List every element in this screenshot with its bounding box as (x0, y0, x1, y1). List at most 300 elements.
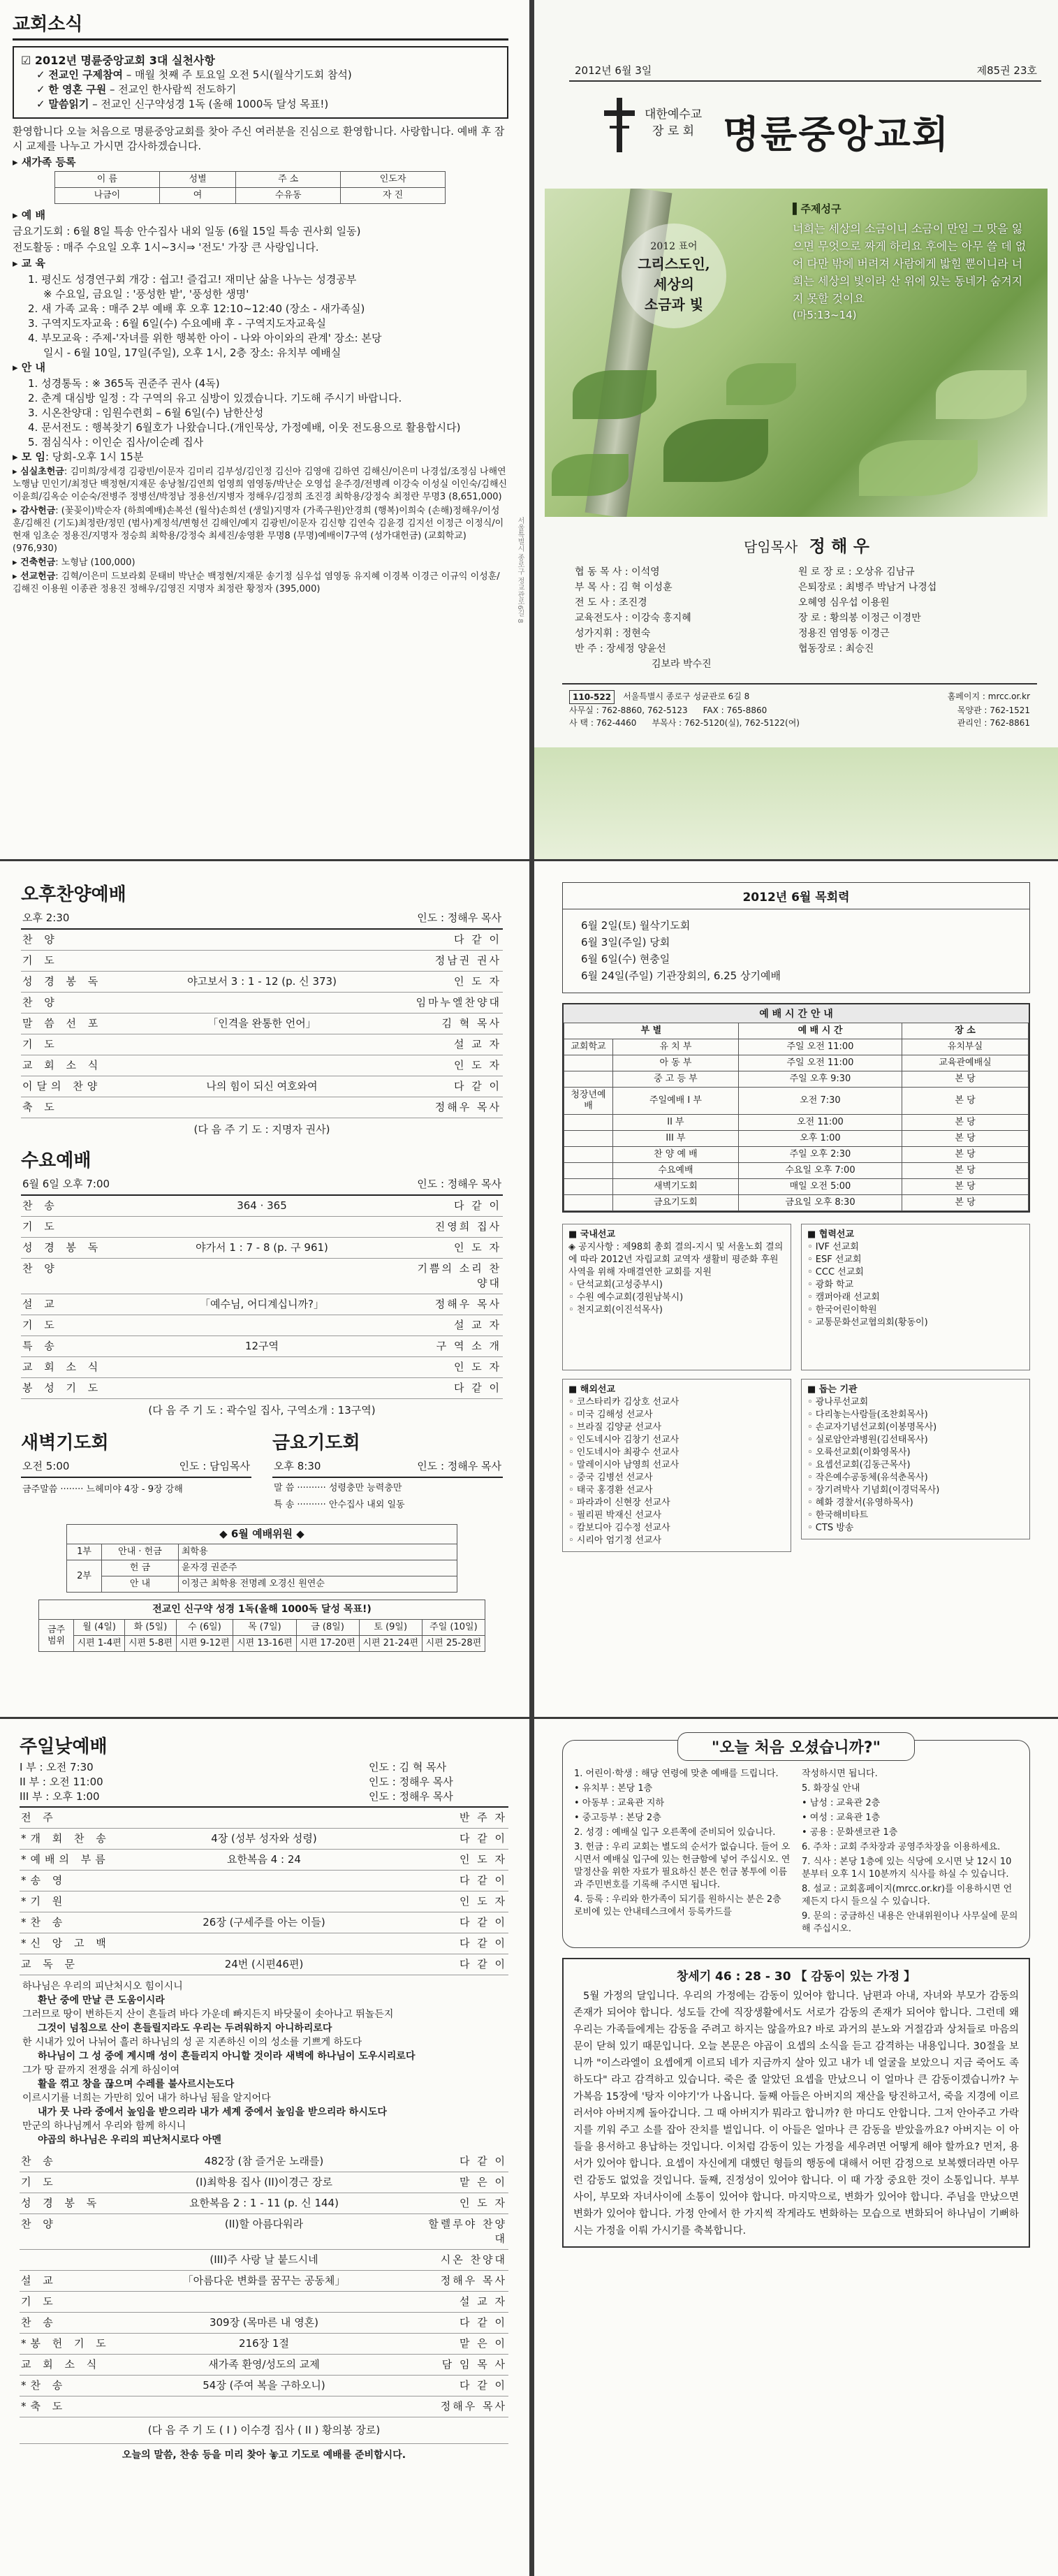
meet-label: 모 임 (21, 451, 45, 463)
table-row (20, 2271, 508, 2292)
order-person: 맡 은 이 (459, 2337, 507, 2350)
order-value: (II)할 아름다워라 (224, 2218, 304, 2230)
table-row (21, 1055, 503, 1076)
worship-label: 예 배 (21, 209, 45, 221)
staff-item: 반 주 : 장세정 양윤선 (575, 643, 666, 654)
staff-item: 교육전도사 : 이강숙 홍지혜 (575, 613, 691, 624)
table-row (20, 2334, 508, 2355)
section-title: 금요기도회 (272, 1433, 360, 1454)
theme-icon: ▌ (793, 203, 801, 215)
table-cell: 윤자경 권준주 (179, 1560, 457, 1576)
order-label: *봉 헌 기 도 (21, 2337, 110, 2350)
offering-label: 심실초헌금 (20, 467, 64, 477)
address: 서울특별시 종로구 성균관로 6길 8 (623, 691, 750, 701)
service-leader: 인도 : 정해우 목사 (417, 1178, 501, 1190)
table-row (564, 1115, 1029, 1131)
order-label: 축 도 (22, 1101, 59, 1113)
reading-range: 시편 13-16편 (233, 1636, 296, 1652)
reading-range: 시편 25-28편 (422, 1636, 485, 1652)
table-cell: 오전 7:30 (738, 1088, 902, 1115)
reading-day: 목 (7일) (233, 1620, 296, 1636)
order-label: 교 회 소 식 (21, 2358, 101, 2371)
table-row (20, 1912, 508, 1933)
reading-box (38, 1600, 485, 1652)
pastor-label: 담임목사 (744, 539, 798, 555)
reading-range: 시편 9-12편 (176, 1636, 233, 1652)
section-title: 주일낮예배 (20, 1736, 108, 1757)
order-person: 다 같 이 (459, 2155, 507, 2167)
calendar-box (562, 882, 1030, 993)
table-row (21, 972, 503, 993)
table-cell: 여 (159, 188, 236, 204)
table-cell: 금요기도회 (613, 1195, 739, 1211)
order-value: 482장 (참 즐거운 노래를) (204, 2155, 324, 2167)
practice-title: 2012년 명륜중앙교회 3대 실천사항 (34, 54, 215, 67)
staff-item: 성가지휘 : 정현숙 (575, 628, 651, 639)
next-prayer: (다 음 주 기 도 ( I ) 이수경 집사 ( II ) 황의봉 장로) (147, 2424, 381, 2436)
order-value: 「인격을 완통한 언어」 (207, 1017, 316, 1030)
duty-table (66, 1544, 457, 1593)
zip-code: 110-522 (569, 690, 615, 704)
reading-line: 이르시기를 너희는 가만히 있어 내가 하나님 됨을 알지어다 (22, 2093, 271, 2104)
table-cell: 1부 (67, 1544, 102, 1560)
table-row (20, 2355, 508, 2376)
table-cell (564, 1055, 613, 1071)
table-row (20, 1933, 508, 1954)
table-cell: 본 당 (902, 1131, 1029, 1147)
reading-day: 주일 (10일) (422, 1620, 485, 1636)
order-person: 김 혁 목사 (441, 1017, 501, 1030)
list-item: 작성하시면 됩니다. (802, 1769, 878, 1779)
table-row (20, 1954, 508, 1975)
table-cell (564, 1071, 613, 1088)
order-person: 정해우 목사 (434, 1298, 501, 1310)
section-title: 수요예배 (21, 1150, 91, 1171)
list-item: ◦ 광나루선교회 (807, 1397, 869, 1407)
reading-day: 월 (4일) (74, 1620, 125, 1636)
reading-line: 만군의 하나님께서 우리와 함께 하시니 (22, 2121, 186, 2132)
reading-line: 그가 땅 끝까지 전쟁을 쉬게 하심이여 (22, 2065, 180, 2076)
reading-line: 활을 꺾고 창을 끊으며 수레를 불사르시는도다 (38, 2079, 235, 2090)
order-person: 다 같 이 (459, 1874, 507, 1887)
table-row (20, 2172, 508, 2193)
calendar-title: 2012년 6월 목회력 (563, 883, 1029, 909)
table-header: 인도자 (341, 172, 446, 188)
order-label: 성 경 봉 독 (21, 2197, 101, 2209)
table-cell: 유치부실 (902, 1039, 1029, 1055)
theme-label: 주제성구 (800, 203, 842, 215)
order-person: 다 같 이 (459, 2379, 507, 2392)
sermon-title: 창세기 46 : 28 - 30 【 감동이 있는 가정 】 (676, 1970, 916, 1984)
table-cell: 교회학교 (564, 1039, 613, 1055)
sermon-text: 5월 가정의 달입니다. 우리의 가정에는 감동이 있어야 합니다. 남편과 아내, 자녀와 부모가 감동의 존재가 되어야 합니다. 성도들 간에 직장생활에서도 서로가 감동의 존재가 되어야 합니다. 그런데 왜 우리는 가족들에게는 감동을 주려고 하지는 않을까요? 바로 과거의 분노와 거절감과 상처들로 마음의 문이 닫혀 있기 때문입니다. 오늘 본문은 야곱이 요셉의 소식을 듣고 감격하는 내용입니다. 30절을 보니까 "이스라엘이 요셉에게 이르되 네가 지금까지 살아 있고 내가 네 얼굴을 보았으니 지금 죽어도 족하도다" 라고 감격하고 있습니다. 죽은 줄 알았던 요셉을 만났으니 이 얼마나 큰 감동이겠습니까? 누가복음 15장에 '탕자 이야기'가 나옵니다. 둘째 아들은 아버지의 재산을 탕진하고서, 죽을 지경에 이르러서야 아버지께 돌아갑니다. 그 때 아버지가 뭐라고 합니까? 한 마디도 안합니다. 그저 안아주고 가락지를 끼워 주고 소를 잡아 잔치를 벌입니다. 이 아들은 얼마나 큰 감동을 받았을까요? 아버지는 이 아들을 용서하고 용납하는 것입니다. 이처럼 감동이 있는 가정을 세우려면 어떻게 해야 할까요? 먼저, 용서가 있어야 합니다. 요셉이 자신에게 대했던 형들의 행동에 대해서 어떤 감정으로 보복했더라면 아무런 감동도 없었을 것입니다. 둘째, 진정성이 있어야 합니다. 이 때 가장 중요한 것이 소통입니다. 부부사이, 부모와 자녀사이에 소통이 있어야 합니다. 마지막으로, 변화가 있어야 합니다. 주님을 만났으면 변화가 있어야 합니다. 가정 안에서 한 가지씩 작게라도 변화하는 모습으로 변화되어 하나님이 기뻐하시는 가정을 이뤄 가시기를 축복합니다. (573, 1991, 1019, 2237)
order-person: 다 같 이 (459, 1832, 507, 1845)
order-label: 이달의 찬양 (22, 1080, 102, 1092)
table-cell: 수요일 오후 7:00 (738, 1163, 902, 1179)
foreign-box (562, 1379, 791, 1552)
list-item: 4. 등록 : 우리와 한가족이 되기를 원하시는 분은 2층 로비에 있는 안내테스크에서 등록카드를 (574, 1894, 781, 1917)
order-label: 말 씀 ·········· (274, 1483, 326, 1493)
table-cell (564, 1195, 613, 1211)
year-label: 2012 표어 (650, 241, 698, 252)
aid-title: ■ 돕는 기관 (807, 1384, 858, 1395)
reading-line: 내가 뭇 나라 중에서 높임을 받으리라 내가 세계 중에서 높임을 받으리라 하시도다 (38, 2107, 387, 2118)
schedule-box (562, 1003, 1030, 1213)
issue-date: 2012년 6월 3일 (575, 64, 652, 77)
table-cell: 찬 양 예 배 (613, 1147, 739, 1163)
list-item: ◦ 브라질 김양균 선교사 (568, 1422, 662, 1433)
order-label: 성 경 봉 독 (22, 1241, 103, 1254)
list-item: 1. 어린이·학생 : 해당 연령에 맞춘 예배를 드립니다. (574, 1769, 779, 1779)
table-row (20, 1808, 508, 1829)
schedule-title: 예 배 시 간 안 내 (564, 1004, 1029, 1023)
order-label: 찬 양 (22, 1262, 59, 1275)
table-cell: 주일 오후 2:30 (738, 1147, 902, 1163)
order-person: 다 같 이 (459, 1916, 507, 1929)
table-row (20, 2214, 508, 2250)
staff-item: 은퇴장로 : 최병주 박남거 나경섭 (798, 582, 937, 593)
order-value: 「예수님, 어디계십니까?」 (200, 1298, 324, 1310)
list-item: ◦ 수원 예수교회(경원남북시) (568, 1292, 684, 1303)
table-cell: 안내 · 헌금 (102, 1544, 179, 1560)
table-row (564, 1131, 1029, 1147)
offering-text: : 김미희/장세경 김광빈/이문자 김미리 김부성/김인정 김신아 김영애 김하연 김해신/이은미 나경섭/조정심 나해연 노행남 민인기/최정단 백정현/지재문 송낭철/김연희 엄영희 염영동/박난순 오영섭 윤주경/전병례 이강숙 이성실 이인숙/김해신 이윤희/김옥순 이순숙/전병주 정병선/박정남 정용선/지병자 정해우/김정희 조진경 최학용/강정숙 최정란 무명3 (8,651,000) (13, 467, 508, 502)
order-person: 설 교 자 (453, 1038, 501, 1051)
order-label: *예배의 부름 (21, 1853, 110, 1866)
order-label: 찬 송 (22, 1199, 59, 1212)
table-row (20, 2193, 508, 2214)
order-list (20, 1808, 508, 1975)
service-leader: 인도 : 정해우 목사 (417, 1460, 501, 1472)
table-row (20, 1891, 508, 1912)
visitor-title: "오늘 처음 오셨습니까?" (677, 1732, 915, 1761)
table-row (21, 1076, 503, 1097)
contact-box (562, 683, 1037, 739)
service-time: III 부 : 오후 1:00 (20, 1790, 100, 1803)
service-leader: 인도 : 정해우 목사 (369, 1790, 453, 1803)
table-cell: 오후 1:00 (738, 1131, 902, 1147)
table-cell: II 부 (613, 1115, 739, 1131)
table-cell: 금요일 오후 8:30 (738, 1195, 902, 1211)
table-cell: 본 당 (902, 1088, 1029, 1115)
table-cell: 새벽기도회 (613, 1179, 739, 1195)
table-row (564, 1055, 1029, 1071)
order-person: 인 도 자 (453, 1241, 501, 1254)
list-item: • 중고등부 : 본당 2층 (574, 1813, 661, 1823)
list-item: ◦ 작은예수공동체(유석춘목사) (807, 1472, 928, 1483)
table-cell: 수유동 (236, 188, 341, 204)
table-row (21, 1217, 503, 1238)
list-item: ◦ 장기려박사 기념회(이경덕목사) (807, 1485, 940, 1495)
table-row (21, 1357, 503, 1378)
order-person: 인 도 자 (459, 2197, 507, 2209)
coop-box (801, 1224, 1030, 1370)
order-value: 안수집사 내외 일동 (328, 1500, 405, 1510)
service-time: 오전 5:00 (22, 1460, 70, 1472)
list-item: 1. 평신도 성경연구회 개강 : 쉽고! 즐겁고! 재미난 삶을 나누는 성경공부 (28, 273, 357, 286)
table-cell (564, 1179, 613, 1195)
list-item: ◦ 광화 학교 (807, 1280, 854, 1290)
table-cell: 매일 오전 5:00 (738, 1179, 902, 1195)
order-label: 찬 양 (22, 996, 59, 1009)
aid-box (801, 1379, 1030, 1539)
next-prayer: (다 음 주 기 도 : 곽수일 집사, 구역소개 : 13구역) (148, 1404, 376, 1417)
schedule-table (564, 1023, 1029, 1211)
theme-verse: 너희는 세상의 소금이니 소금이 만일 그 맛을 잃으면 무엇으로 짜게 하리요 후에는 아무 쓸 데 없어 다만 밖에 버려져 사람에게 밟힐 뿐이니라 너희는 세상의 빛이라 산 위에 있는 동네가 숨겨지지 못할 것이요 (793, 222, 1027, 305)
order-person: 기쁨의 소리 찬양대 (417, 1262, 501, 1289)
order-label: 성 경 봉 독 (22, 975, 103, 988)
guide-label: 안 내 (21, 361, 45, 374)
table-row (21, 1196, 503, 1217)
list-item: • 공용 : 문화센코관 1층 (802, 1827, 898, 1838)
table-header: 주 소 (236, 172, 341, 188)
practice-label: 말씀읽기 (48, 98, 89, 110)
list-item: ◦ 필리핀 박재신 선교사 (568, 1510, 662, 1521)
list-item: 2. 춘계 대심방 일정 : 각 구역의 유고 심방이 있겠습니다. 기도해 주시기 바랍니다. (28, 392, 402, 404)
calendar-page (534, 861, 1058, 1717)
order-person: 시온 찬양대 (440, 2253, 507, 2266)
table-cell: 본 당 (902, 1195, 1029, 1211)
staff-item: 오혜영 심우섭 이용원 (798, 597, 890, 608)
table-cell: 청장년예배 (564, 1088, 613, 1115)
reading-range: 시편 21-24편 (359, 1636, 422, 1652)
practice-box (13, 46, 508, 119)
reading-range: 시편 17-20편 (296, 1636, 359, 1652)
order-value: (I)최학용 집사 (II)이경근 장로 (196, 2176, 332, 2188)
table-cell: 본 당 (902, 1071, 1029, 1088)
table-row (21, 1259, 503, 1294)
list-item: • 유치부 : 본당 1층 (574, 1783, 653, 1794)
mission-label: 선교헌금 (20, 571, 56, 582)
check-icon: ✓ (36, 83, 49, 96)
sermon-box (562, 1958, 1030, 2248)
list-item: ◦ IVF 선교회 (807, 1242, 859, 1252)
order-person: 구 역 소 개 (436, 1340, 501, 1352)
order-value: 54장 (주여 복을 구하오니) (203, 2379, 325, 2392)
service-leader: 인도 : 김 혁 목사 (369, 1761, 447, 1773)
list-item: 4. 문서전도 : 행복찾기 6월호가 나왔습니다.(개인묵상, 가정예배, 이웃 전도용으로 활용합시다) (28, 421, 461, 434)
practice-text: – 전교인 신구약성경 1독 (올해 1000독 달성 목표!) (89, 98, 329, 110)
next-prayer: (다 음 주 기 도 : 지명자 권사) (193, 1123, 330, 1136)
thanks-label: 감사헌금 (20, 506, 56, 516)
section-title: 오후찬양예배 (21, 884, 126, 905)
table-header: 예 배 시 간 (738, 1023, 902, 1039)
issue-number: 제85권 23호 (976, 64, 1037, 77)
list-item: ◦ 미국 김해성 선교사 (568, 1410, 653, 1420)
table-cell: 본 당 (902, 1163, 1029, 1179)
table-cell (564, 1115, 613, 1131)
table-row (564, 1195, 1029, 1211)
list-item: ◦ 코스타리카 김상호 선교사 (568, 1397, 679, 1407)
list-item: ◦ 천지교회(이진석목사) (568, 1305, 663, 1315)
list-item: • 아동부 : 교육관 지하 (574, 1798, 665, 1808)
reading-line: 하나님이 그 성 중에 계시매 성이 흔들리지 아니할 것이라 새벽에 하나님이 도우시리로다 (38, 2051, 416, 2062)
list-item: ◦ ESF 선교회 (807, 1254, 862, 1265)
practice-label: 한 영혼 구원 (48, 83, 107, 96)
staff-item: 장 로 : 황의봉 이정근 이경만 (798, 613, 921, 624)
table-cell: 아 동 부 (613, 1055, 739, 1071)
staff-item: 협 동 목 사 : 이석영 (575, 566, 660, 578)
order-value: 4장 (성부 성자와 성령) (211, 1832, 317, 1845)
list-item: • 여성 : 교육관 1층 (802, 1813, 881, 1823)
reading-label: 금주 범위 (39, 1620, 74, 1652)
news-title: 교회소식 (13, 14, 83, 35)
reading-range: 시편 5-8편 (125, 1636, 176, 1652)
order-person: 정해우 목사 (434, 1101, 501, 1113)
reading-title: 전교인 신구약 성경 1독(올해 1000독 달성 목표!) (38, 1600, 485, 1619)
list-item: ◦ 캠퍼아래 선교회 (807, 1292, 880, 1303)
service-leader: 인도 : 정해우 목사 (369, 1776, 453, 1788)
dawn-text: 금주말씀 ········ 느헤미야 4장 - 9장 강해 (22, 1484, 183, 1495)
reading-line: 야곱의 하나님은 우리의 피난처시로다 아멘 (38, 2135, 221, 2146)
table-row (21, 930, 503, 951)
order-person: 다 같 이 (459, 1958, 507, 1970)
list-item: 일시 - 6월 10일, 17일(주일), 오후 1시, 2층 장소: 유치부 예배실 (43, 346, 341, 359)
list-item: ◦ 태국 홍경환 선교사 (568, 1485, 653, 1495)
order-value: 성령충만 능력충만 (328, 1483, 402, 1493)
service-leader: 인도 : 정해우 목사 (417, 912, 501, 924)
order-label: 기 도 (22, 1220, 59, 1233)
afternoon-worship-page (0, 861, 529, 1717)
order-label: 기 도 (22, 1319, 59, 1331)
order-label: 전 주 (21, 1811, 57, 1824)
fax: FAX : 765-8860 (703, 705, 767, 715)
worship-text: 금요기도회 : 6월 8일 특송 안수집사 내외 일동 (6월 15일 특송 권사회 일동) (13, 225, 361, 237)
table-cell: 주일 오전 11:00 (738, 1055, 902, 1071)
motto-circle (622, 224, 726, 328)
order-person: 다 같 이 (453, 1080, 501, 1092)
list-item: ◦ 손교자기념선교회(이봉명목사) (807, 1422, 937, 1433)
order-label: 설 교 (22, 1298, 59, 1310)
order-person: 반 주 자 (459, 1811, 507, 1824)
evang-text: 전도활동 : 매주 수요일 오후 1시~3시⇒ '전도' 가장 큰 사랑입니다. (13, 241, 319, 254)
order-list (20, 2151, 508, 2417)
service-time: 오후 8:30 (274, 1460, 321, 1472)
list-item: 6월 6일(수) 현충일 (581, 953, 670, 965)
motto-line: 세상의 (654, 276, 694, 293)
order-value: 새가족 환영/성도의 교제 (208, 2358, 320, 2371)
homepage: 홈페이지 : mrcc.or.kr (947, 691, 1030, 701)
table-cell: 유 치 부 (613, 1039, 739, 1055)
order-person: 다 같 이 (459, 2316, 507, 2329)
order-list (21, 930, 503, 1118)
order-value: 216장 1절 (239, 2337, 289, 2350)
list-item: ◦ 파라과이 신현장 선교사 (568, 1498, 670, 1508)
order-value: 「아름다운 변화를 꿈꾸는 공동체」 (182, 2274, 346, 2287)
service-leader: 인도 : 담임목사 (179, 1460, 250, 1472)
reading-day: 수 (6일) (176, 1620, 233, 1636)
domestic-box (562, 1224, 791, 1370)
prepare-note: 오늘의 말씀, 찬송 등을 미리 찾아 놓고 기도로 예배를 준비합시다. (20, 2443, 508, 2463)
order-label: 찬 양 (22, 933, 59, 946)
manager-phone: 관리인 : 762-8861 (957, 718, 1030, 728)
reading-range: 시편 1-4편 (74, 1636, 125, 1652)
table-row (21, 1294, 503, 1315)
table-row (564, 1179, 1029, 1195)
list-item: 9. 문의 : 궁금하신 내용은 안내위원이나 사무실에 문의해 주십시오. (802, 1911, 1018, 1934)
order-person: 인 도 자 (453, 1361, 501, 1373)
order-label: *축 도 (21, 2400, 67, 2413)
table-cell: 본 당 (902, 1115, 1029, 1131)
order-value: 야가서 1 : 7 - 8 (p. 구 961) (196, 1241, 328, 1254)
order-person: 담 임 목 사 (441, 2358, 507, 2371)
list-item: 1. 성경통독 : ※ 365독 권준주 권사 (4독) (28, 377, 220, 390)
table-cell: 교육관예배실 (902, 1055, 1029, 1071)
responsive-reading (20, 1975, 508, 2151)
list-item: ◦ 시리아 엄기정 선교사 (568, 1535, 662, 1546)
staff-item: 원 로 장 로 : 오상유 김남규 (798, 566, 915, 578)
list-item: 3. 헌금 : 우리 교회는 별도의 순서가 없습니다. 들어 오시면서 예배실 입구에 있는 헌금함에 넣어 주십시오. 연말정산을 위한 자료가 필요하신 분은 헌금 봉투에 이름과 주민번호를 기록해 주시면 됩니다. (574, 1842, 791, 1890)
order-value: 12구역 (244, 1340, 279, 1352)
order-person: 맡 은 이 (459, 2176, 507, 2188)
service-time: II 부 : 오전 11:00 (20, 1776, 103, 1788)
reading-line: 하나님은 우리의 피난처시오 힘이시니 (22, 1981, 183, 1992)
table-cell: 주일예배 I 부 (613, 1088, 739, 1115)
list-item: 6월 24일(주일) 기관장회의, 6.25 상기예배 (581, 969, 781, 982)
visitor-page (534, 1719, 1058, 2576)
section-title: 새벽기도회 (21, 1433, 109, 1454)
table-header: 부 별 (564, 1023, 739, 1039)
table-row (21, 1097, 503, 1118)
table-cell: 오전 11:00 (738, 1115, 902, 1131)
check-icon: ✓ (36, 68, 49, 81)
newfam-label: 새가족 등록 (21, 156, 76, 168)
church-name: 명륜중앙교회 (723, 112, 950, 156)
table-cell (564, 1147, 613, 1163)
denomination-bottom: 장 로 회 (652, 124, 695, 138)
list-item: 5. 점심식사 : 이인순 집사/이순례 집사 (28, 436, 204, 448)
staff-item: 부 목 사 : 김 혁 이성훈 (575, 582, 673, 593)
table-row (20, 1871, 508, 1891)
order-person: 다 같 이 (459, 1937, 507, 1949)
order-value: 364 · 365 (237, 1199, 287, 1212)
table-cell: 나금이 (55, 188, 160, 204)
order-value: 야고보서 3 : 1 - 12 (p. 신 373) (187, 975, 337, 988)
thanks-text: : (꽃꽂이)박순자 (하희예배)손복선 (월삭)손희선 (생일)지명자 (가족구원)안경희 (행복)이희숙 (손해)정해우/이성훈/김해진 (기도)최정란/정민 (범사)계정석/변형선 김해인/예지 김광빈/이문자 김신향 김연숙 김윤경 김지선 이정근 이정식/이현재 임초순 정용진/지명자 정승희 최학용/강정숙 최세진/송영환 무명8 (무명)예배이7구역 (성가대헌금) (교회학교) (976,930) (13, 506, 504, 554)
practice-text: – 전교인 한사람씩 전도하기 (106, 83, 237, 96)
cover-page (534, 0, 1058, 859)
list-item: 7. 식사 : 본당 1층에 있는 식당에 오시면 낮 12시 10분부터 오후 1시 10분까지 식사를 하실 수 있습니다. (802, 1857, 1012, 1880)
table-row (21, 1378, 503, 1399)
list-item: ◦ 인도네시아 최광수 선교사 (568, 1447, 679, 1458)
order-value: 요한복음 4 : 24 (227, 1853, 301, 1866)
table-cell: 최학용 (179, 1544, 457, 1560)
welcome-text: 환영합니다 오늘 처음으로 명륜중앙교회를 찾아 주신 여러분을 진심으로 환영합니다. 사랑합니다. 예배 후 잠시 교제를 나누고 가시면 감사하겠습니다. (13, 125, 505, 152)
list-item: ◦ 단석교회(고성중부시) (568, 1280, 663, 1290)
order-label: 교 회 소 식 (22, 1361, 103, 1373)
order-person: 다 같 이 (453, 1199, 501, 1212)
order-person: 인 도 자 (459, 1853, 507, 1866)
table-cell: 중 고 등 부 (613, 1071, 739, 1088)
pastor-name: 정 해 우 (809, 536, 869, 556)
build-label: 건축헌금 (20, 557, 56, 568)
list-item: ◈ 공지사항 : 제98회 총회 결의-지시 및 서울노회 결의에 따라 2012년 자립교회 교역자 생활비 평준화 후원 사역을 위해 자매결연한 교회를 지원 (568, 1242, 784, 1278)
order-label: 봉 성 기 도 (22, 1382, 103, 1394)
order-person: 할렐루야 찬양대 (428, 2218, 507, 2245)
table-row (20, 2396, 508, 2417)
staff-item: 협동장로 : 최승진 (798, 643, 874, 654)
table-cell: 자 진 (341, 188, 446, 204)
order-label: *송 영 (21, 1874, 67, 1887)
order-label: 특 송 ·········· (274, 1500, 326, 1510)
table-cell: III 부 (613, 1131, 739, 1147)
table-row (20, 2151, 508, 2172)
order-person: 다 같 이 (453, 1382, 501, 1394)
reading-day: 화 (5일) (125, 1620, 176, 1636)
table-row (21, 1336, 503, 1357)
order-person: 설 교 자 (453, 1319, 501, 1331)
table-row (20, 2250, 508, 2271)
